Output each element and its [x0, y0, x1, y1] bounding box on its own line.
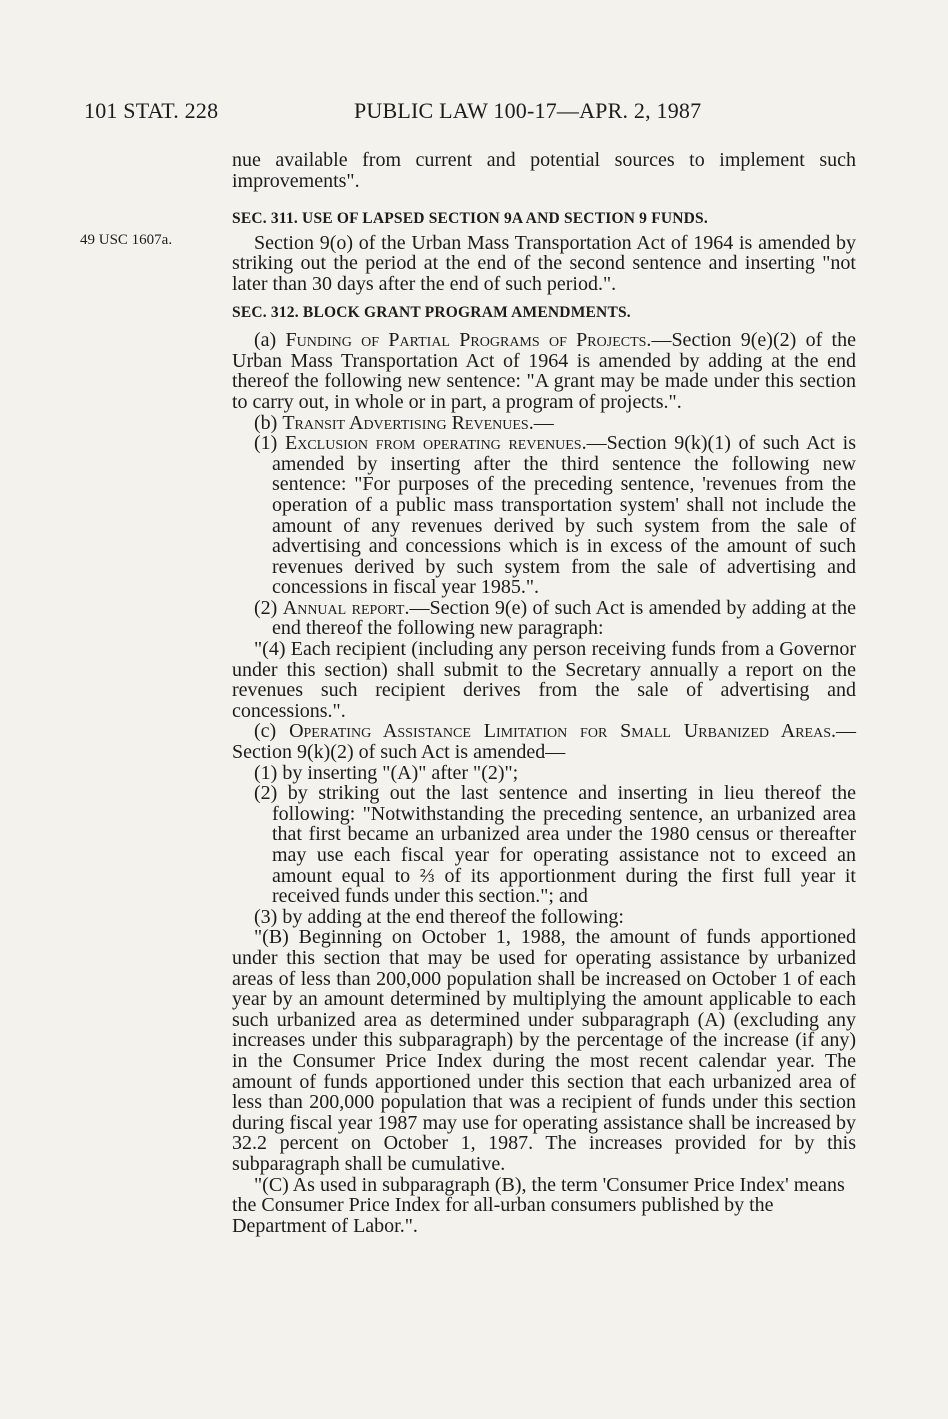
paragraph-b2-text: —Section 9(e) of such Act is amended by adding at the end thereof the following new paragraph: [272, 596, 856, 640]
subparagraph-b: "(B) Beginning on October 1, 1988, the amount of funds apportioned under this section that may be used for operating assistance by urbanized areas of less than 200,000 population shall be increased on October 1 of each year by an amount determined by multiplying the amount applicable to each such urbanized area as determined under subparagraph (A) (excluding any increases under this subparagraph) by the percentage of the increase (if any) in the Consumer Price Index during the most recent calendar year. The amount of funds apportioned under this section that each urbanized area of less than 200,000 population that was a recipient of funds under this section during fiscal year 1987 may use for operating assistance shall be increased by 32.2 percent on October 1, 1987. The increases provided for by this subparagraph shall be cumulative. [232, 926, 856, 1175]
stat-citation: 101 STAT. 228 [84, 98, 219, 123]
paragraph-c1: (1) by inserting "(A)" after "(2)"; [254, 761, 519, 784]
subsection-b-dash: — [533, 411, 554, 434]
paragraph-c2: (2) by striking out the last sentence and inserting in lieu thereof the following: "Notwithstanding the preceding sentence, an urbanized area that first became an urbanized area under the 1980 census or thereafter may use each fiscal year for operating assistance not to exceed an amount equal to ⅔ of its apportionment during the first full year it received funds under this section."; and [254, 782, 856, 908]
subsection-a-text: —Section 9(e)(2) of the Urban Mass Transportation Act of 1964 is amended by adding at the end thereof the following new sentence: "A grant may be made under this section to carry out, in whole or in part, a program of projects.". [232, 329, 856, 413]
paragraph-b2-label: (2) [254, 596, 283, 619]
paragraph-b2-caption: Annual report. [282, 596, 410, 619]
subsection-b-caption: Transit Advertising Revenues. [282, 411, 534, 434]
paragraph-b1 [232, 433, 856, 598]
body-text [232, 150, 856, 1236]
subsection-a-caption: Funding of Partial Programs of Projects. [285, 329, 652, 352]
subsection-a-label: (a) [254, 329, 286, 352]
subsection-c-label: (c) [254, 720, 290, 743]
paragraph-b2 [232, 598, 856, 639]
subsection-b-label: (b) [254, 411, 283, 434]
margin-note-usc: 49 USC 1607a. [80, 232, 173, 248]
subsection-c-caption: Operating Assistance Limitation for Small Urbanized Areas. [289, 720, 836, 743]
continued-paragraph: nue available from current and potential sources to implement such improvements". [232, 149, 856, 192]
new-paragraph-4: "(4) Each recipient (including any person receiving funds from a Governor under this section) shall submit to the Secretary annually a report on the revenues such recipient derives from the sale of advertising and concessions.". [232, 638, 856, 722]
paragraph-b1-caption: Exclusion from operating revenues. [285, 432, 587, 455]
sec-311-text: Section 9(o) of the Urban Mass Transportation Act of 1964 is amended by striking out the period at the end of the second sentence and inserting "not later than 30 days after the end of such period.". [232, 231, 856, 295]
sec-312-heading: SEC. 312. BLOCK GRANT PROGRAM AMENDMENTS. [232, 303, 631, 321]
paragraph-b1-text: —Section 9(k)(1) of such Act is amended by inserting after the third sentence the following new sentence: "For purposes of the preceding sentence, 'revenues from the operation of a public mass transportation system' shall not include the amount of any revenues derived by such system from the sale of advertising and concessions which is in excess of the amount of such revenues derived by such system from the sale of advertising and concessions in fiscal year 1985.". [272, 432, 856, 599]
sec-311-heading: SEC. 311. USE OF LAPSED SECTION 9A AND SECTION 9 FUNDS. [232, 210, 708, 228]
paragraph-b1-label: (1) [254, 432, 285, 455]
paragraph-c3: (3) by adding at the end thereof the following: [254, 905, 624, 928]
subsection-b [232, 413, 856, 434]
subsection-a [232, 330, 856, 412]
subsection-c-text: —Section 9(k)(2) of such Act is amended— [232, 720, 856, 764]
subparagraph-c: "(C) As used in subparagraph (B), the term 'Consumer Price Index' means the Consumer Price Index for all-urban consumers published by the Department of Labor.". [232, 1173, 845, 1237]
subsection-c [232, 721, 856, 762]
public-law-header: PUBLIC LAW 100-17—APR. 2, 1987 [354, 98, 702, 123]
